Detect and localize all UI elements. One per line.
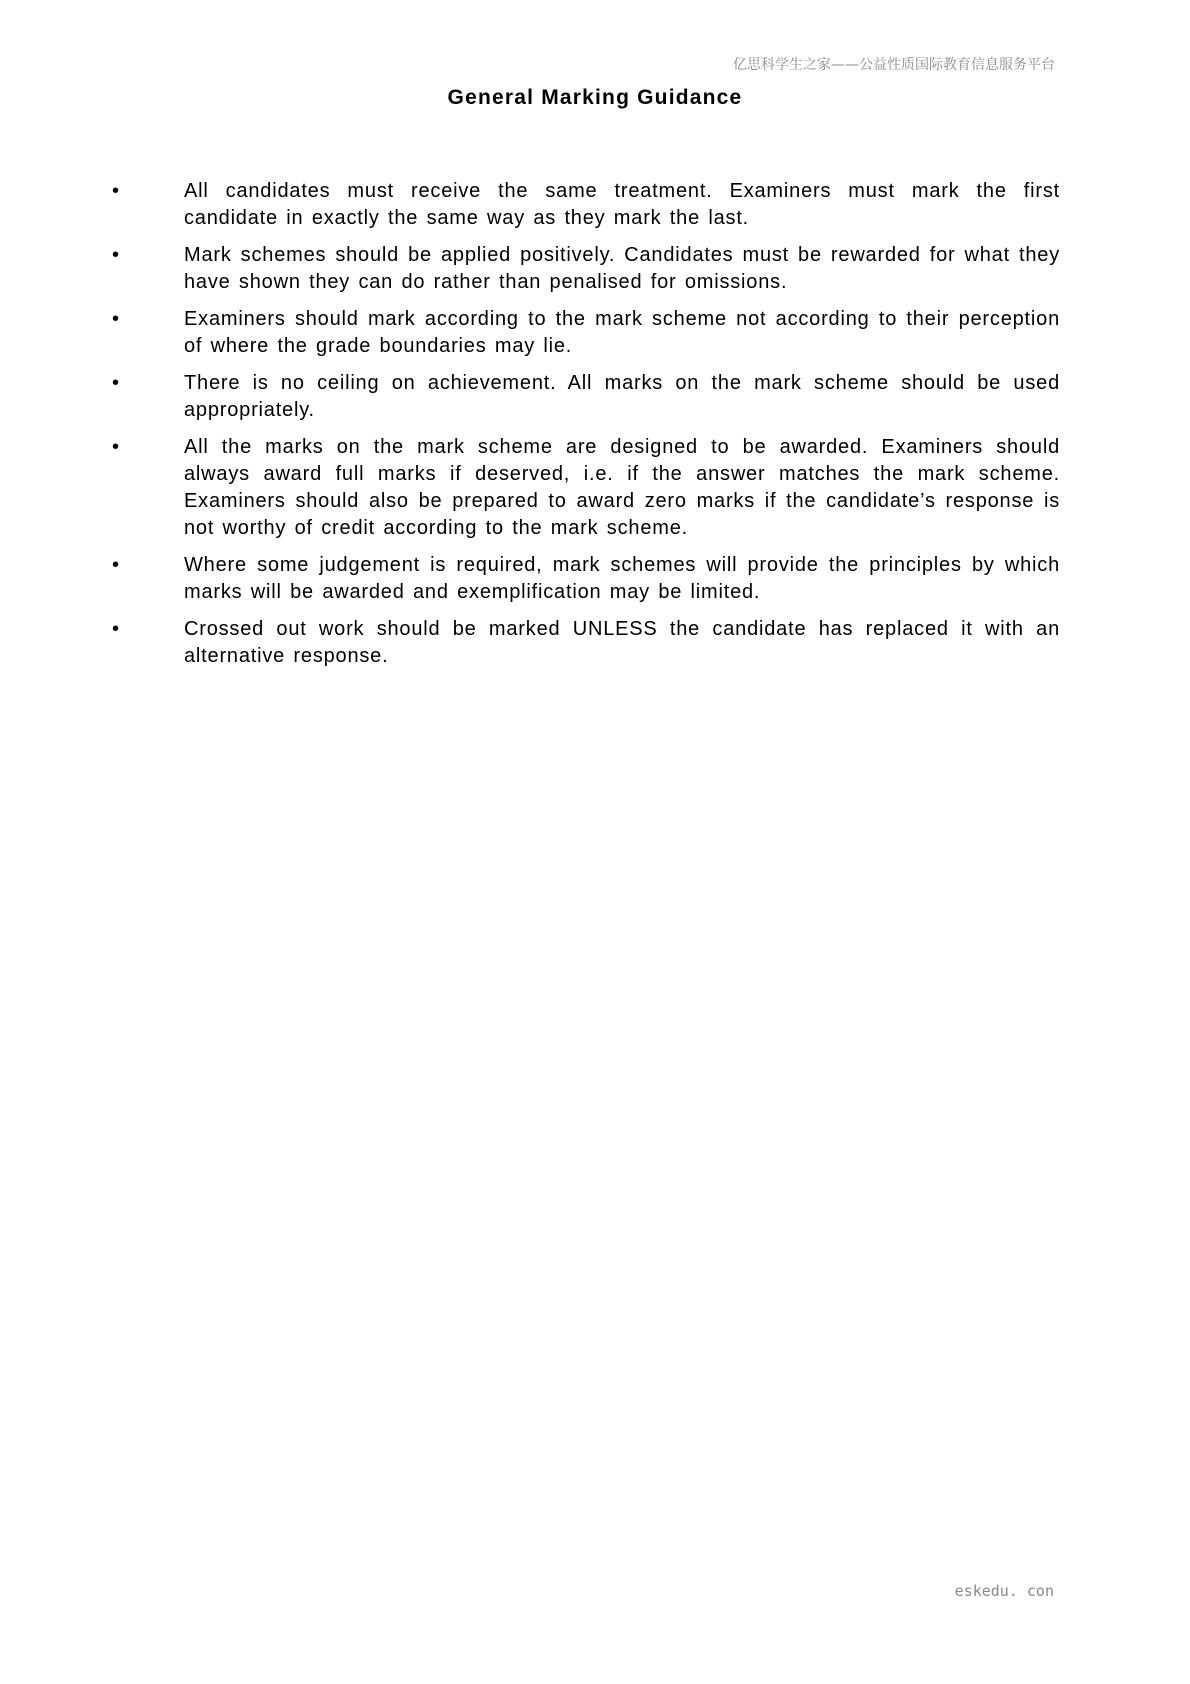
- list-item-text: Where some judgement is required, mark schemes will provide the principles by which marks will be awarded and exemplification may be limited.: [184, 554, 1060, 603]
- list-item: [112, 306, 1060, 360]
- list-item: [112, 616, 1060, 670]
- list-item-text: Crossed out work should be marked UNLESS the candidate has replaced it with an alternative response.: [184, 618, 1060, 667]
- list-item: [112, 370, 1060, 424]
- bullet-icon: •: [112, 180, 120, 202]
- list-item: [112, 178, 1060, 232]
- list-item: [112, 242, 1060, 296]
- list-item-text: All the marks on the mark scheme are designed to be awarded. Examiners should always award full marks if deserved, i.e. if the answer matches the mark scheme. Examiners should also be prepared to award zero marks if the candidate’s response is not worthy of credit according to the mark scheme.: [184, 436, 1060, 539]
- bullet-icon: •: [112, 436, 120, 458]
- bullet-icon: •: [112, 308, 120, 330]
- page-title: General Marking Guidance: [447, 86, 743, 109]
- bullet-icon: •: [112, 244, 120, 266]
- list-item: [112, 434, 1060, 542]
- list-item: [112, 552, 1060, 606]
- list-item-text: Examiners should mark according to the mark scheme not according to their perception of where the grade boundaries may lie.: [184, 308, 1060, 357]
- guidance-list: [112, 178, 1060, 680]
- list-item-text: Mark schemes should be applied positively. Candidates must be rewarded for what they have shown they can do rather than penalised for omissions.: [184, 244, 1060, 293]
- bullet-icon: •: [112, 554, 120, 576]
- header-watermark: 亿思科学生之家——公益性质国际教育信息服务平台: [733, 57, 1055, 73]
- list-item-text: There is no ceiling on achievement. All marks on the mark scheme should be used appropriately.: [184, 372, 1060, 421]
- bullet-icon: •: [112, 372, 120, 394]
- bullet-icon: •: [112, 618, 120, 640]
- list-item-text: All candidates must receive the same treatment. Examiners must mark the first candidate in exactly the same way as they mark the last.: [184, 180, 1060, 229]
- footer-domain: eskedu. con: [954, 1582, 1054, 1600]
